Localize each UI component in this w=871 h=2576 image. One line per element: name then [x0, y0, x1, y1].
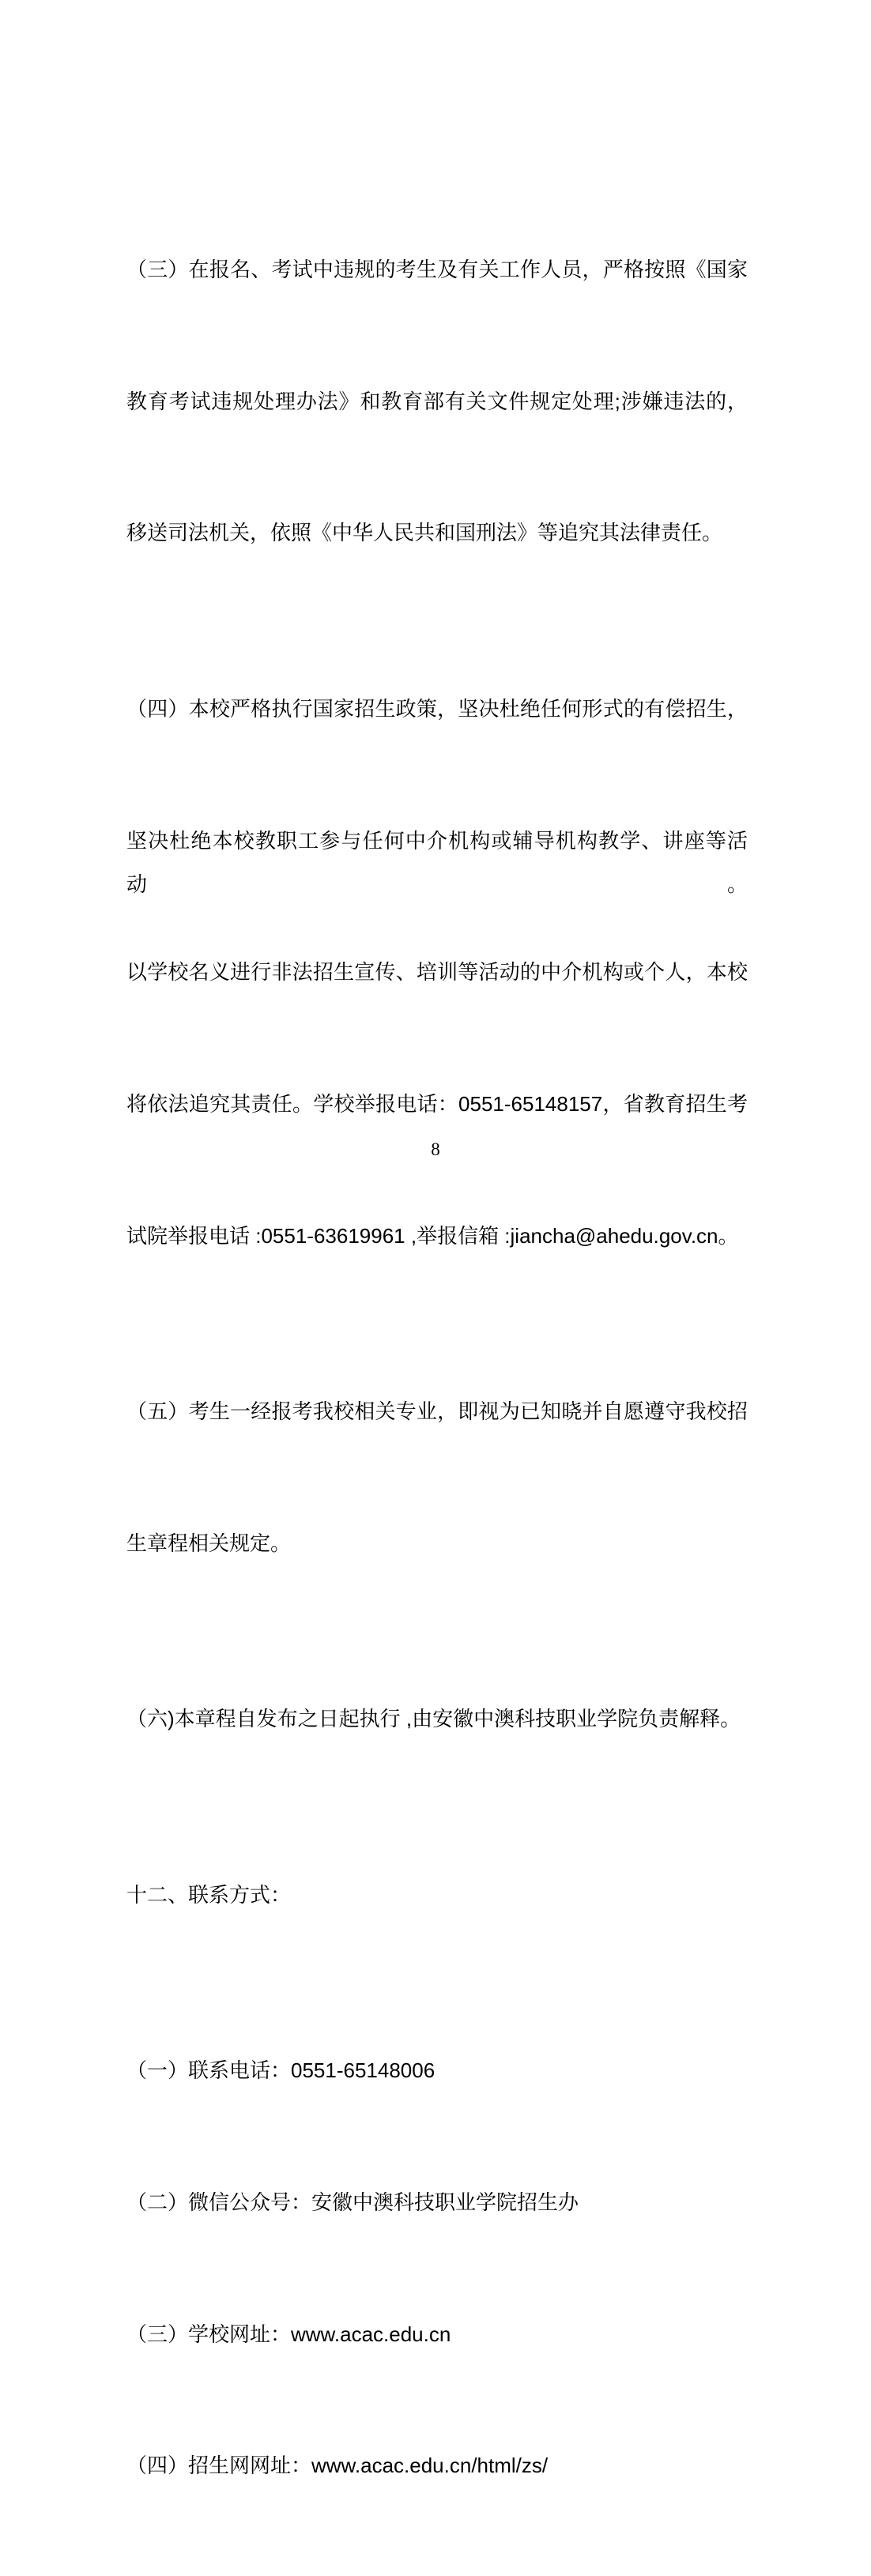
page-number: 8: [431, 1139, 440, 1159]
para-item5-line: （五）考生一经报考我校相关专业，即视为已知晓并自愿遵守我校招: [126, 1399, 748, 1424]
para-item5-line: 生章程相关规定。: [126, 1531, 292, 1555]
contact-website-line: （三）学校网址：www.acac.edu.cn: [126, 2322, 451, 2346]
para-item3-line: （三）在报名、考试中违规的考生及有关工作人员，严格按照《国家: [126, 257, 748, 281]
contact-wechat-line: （二）微信公众号：安徽中澳科技职业学院招生办: [126, 2190, 579, 2214]
para-item4-line: 试院举报电话 :0551-63619961 ,举报信箱 :jiancha@ahedu.gov.cn。: [126, 1223, 739, 1248]
para-item4-line: （四）本校严格执行国家招生政策，坚决杜绝任何形式的有偿招生，: [126, 696, 748, 721]
para-item6-line: （六)本章程自发布之日起执行 ,由安徽中澳科技职业学院负责解释。: [126, 1707, 741, 1731]
para-item4-line: 将依法追究其责任。学校举报电话：0551-65148157，省教育招生考: [126, 1092, 748, 1117]
para-item4-line: 以学校名义进行非法招生宣传、培训等活动的中介机构或个人，本校: [126, 960, 748, 985]
para-item4-line: 坚决杜绝本校教职工参与任何中介机构或辅导机构教学、讲座等活动。: [126, 828, 748, 897]
para-item3-line: 移送司法机关，依照《中华人民共和国刑法》等追究其法律责任。: [126, 521, 723, 545]
contact-phone-line: （一）联系电话：0551-65148006: [126, 2058, 436, 2083]
contact-admissions-line: （四）招生网网址：www.acac.edu.cn/html/zs/: [126, 2454, 549, 2478]
contact-section-heading: 十二、联系方式：: [126, 1882, 292, 1907]
document-body: [126, 116, 748, 2576]
para-item3-line: 教育考试违规处理办法》和教育部有关文件规定处理;涉嫌违法的，: [126, 389, 748, 413]
